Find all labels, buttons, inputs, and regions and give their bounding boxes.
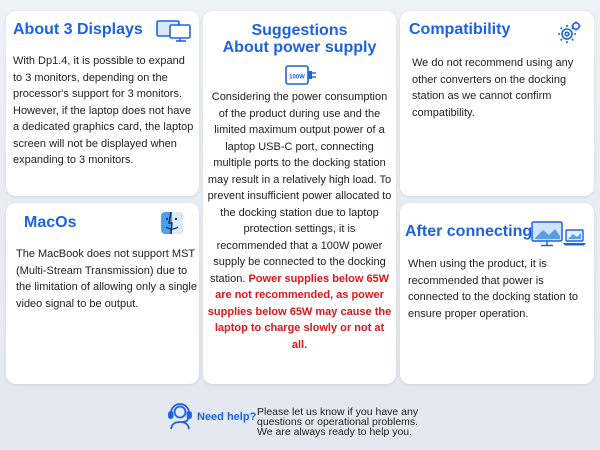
card-title: MacOs (24, 214, 77, 231)
charger-label: 100W (289, 74, 305, 81)
power-body-text: Considering the power consumption of the product during use and the limited maximum output power of a laptop USB-C port, connecting multiple ports to the docking station may result in a relatively high load. To prevent insufficient power allocated to the docking station due to laptop protection settings, it is recommended that a 100W power supply be connected to the docking station. (207, 91, 392, 285)
card-title: About 3 Displays (13, 21, 143, 38)
support-agent-icon (166, 402, 194, 435)
gears-icon (557, 19, 583, 50)
footer-line-1: Please let us know if you have any (257, 406, 419, 418)
footer-line-2: questions or operational problems. (257, 416, 419, 428)
need-help-label: Need help? (197, 411, 257, 423)
card-body: The MacBook does not support MST (Multi-Stream Transmission) due to the limitation of allowing only a single video signal to be output. (16, 248, 197, 310)
footer-line-3: We are always ready to help you. (257, 426, 413, 438)
card-body (207, 89, 392, 353)
charger-100w-icon (285, 64, 317, 91)
card-title-line2: About power supply (222, 39, 377, 56)
power-warning-text: Power supplies below 65W are not recommended, as power supplies below 65W may cause the laptop to charge slowly or not at all. (207, 272, 392, 351)
card-compatibility (400, 11, 594, 196)
card-body: When using the product, it is recommended that power is connected to the docking station to ensure proper operation. (408, 258, 579, 320)
card-title (203, 22, 396, 56)
dual-monitor-icon (156, 19, 192, 48)
card-power-supply (203, 11, 396, 384)
monitor-laptop-icon (531, 221, 587, 252)
card-macos (6, 203, 199, 384)
card-body: With Dp1.4, it is possible to expand to 3 monitors, depending on the processor's support for 3 monitors. However, if the laptop does not have a dedicated graphics card, the laptop screen will not be displayed when expanding to 3 monitors. (13, 55, 194, 166)
card-after-connecting (400, 203, 594, 384)
card-title: After connecting (405, 223, 533, 240)
card-about-3-displays (6, 11, 199, 196)
card-title-line1: Suggestions (251, 22, 348, 39)
card-title: Compatibility (409, 21, 511, 38)
card-body: We do not recommend using any other converters on the docking station as we cannot confirm compatibility. (412, 57, 574, 119)
finder-icon (160, 211, 184, 240)
footer-help-text (257, 407, 457, 437)
